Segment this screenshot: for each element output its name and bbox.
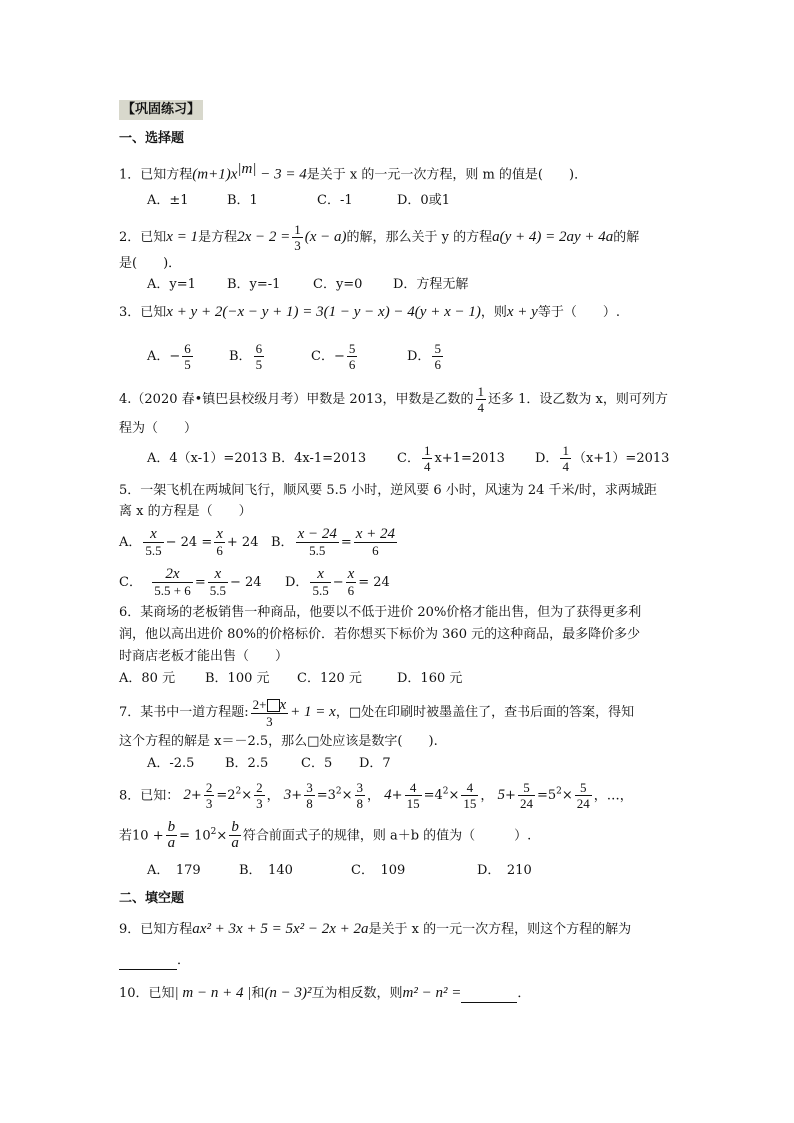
question-6: 6．某商场的老板销售一种商品，他要以不低于进价 20%价格才能出售，但为了获得更多利	[119, 605, 642, 620]
option-a[interactable]: A．80 元	[119, 671, 176, 686]
question-9-line2: ．	[119, 952, 190, 970]
question-5: 5．一架飞机在两城间飞行，顺风要 5.5 小时，逆风要 6 小时，风速为 24 千米/时，求两城距	[119, 483, 657, 498]
option-d[interactable]: D． $\frac{1}{4}$ （x+1）=2013	[535, 443, 670, 474]
option-a[interactable]: A．±1	[147, 193, 189, 208]
option-d[interactable]: D． 210	[477, 863, 532, 878]
pattern-1: 2+ $\frac{2}{3}$ $=2^2\times$ $\frac{2}{3}$	[183, 780, 263, 812]
option-b[interactable]: B． $\frac{x - 24}{5.5}$ = $\frac{x + 24}{6}$	[271, 526, 396, 558]
question-7-options	[147, 755, 391, 773]
question-9: 9．已知方程ax² + 3x + 5 = 5x² − 2x + 2a是关于 x 的一元一次方程，则这个方程的解为	[119, 921, 632, 937]
option-c[interactable]: C． 109	[351, 863, 406, 878]
question-3: 3．已知x + y + 2(−x − y + 1) = 3(1 − y − x) − 4(y + x − 1)，则x + y等于（ ）.	[119, 304, 620, 320]
option-c[interactable]: C．5	[301, 756, 333, 771]
question-4-options	[147, 442, 669, 476]
option-d[interactable]: D．7	[359, 756, 391, 771]
section-title-choice: 一、选择题	[119, 131, 185, 146]
option-a[interactable]: A． $\frac{x}{5.5}$ − 24 = $\frac{x}{6}$ + 24	[119, 526, 259, 558]
option-d[interactable]: D．160 元	[397, 671, 463, 686]
section-title-fill: 二、填空题	[119, 891, 185, 906]
option-d[interactable]: D． $\frac{5}{6}$	[407, 341, 441, 372]
fraction: $\frac{1}{3}$	[294, 222, 301, 253]
question-4-line2: 程为（ ）	[119, 421, 198, 436]
option-b[interactable]: B． 140	[239, 863, 293, 878]
section-banner: 【巩固练习】	[119, 100, 203, 120]
option-c[interactable]: C．-1	[317, 193, 353, 208]
option-b[interactable]: B．1	[227, 193, 258, 208]
answer-blank-9[interactable]	[119, 955, 177, 970]
question-6-options	[119, 670, 462, 688]
pattern-2: 3+ $\frac{3}{8}$ $=3^2\times$ $\frac{3}{8}$	[283, 780, 364, 812]
question-2-options	[147, 276, 468, 294]
question-7-line2: 这个方程的解是 x＝－2.5，那么□处应该是数字( ).	[119, 734, 438, 749]
ink-blot-box	[267, 699, 280, 712]
question-5-options-cd	[119, 565, 390, 601]
option-d[interactable]: D． $\frac{x}{5.5}$ − $\frac{x}{6}$ = 24	[285, 566, 390, 598]
question-2: 2．已知x = 1是方程2x − 2 = $\frac{1}{3}$ (x − a)的解，那么关于 y 的方程a(y + 4) = 2ay + 4a的解	[119, 222, 640, 253]
option-b[interactable]: B．2.5	[225, 756, 269, 771]
option-c[interactable]: C． $\frac{2x}{5.5 + 6}$ = $\frac{x}{5.5}$ − 24	[119, 566, 262, 598]
question-7: 7．某书中一道方程题: $\frac{2+ x}{3}$ + 1 = x，□处在印刷时被墨盖住了，查书后面的答案，得知	[119, 696, 635, 729]
option-b[interactable]: B． $\frac{6}{5}$	[229, 341, 263, 372]
question-8-line2: 若10 + $\frac{b}{a}$ = $10^2\times$ $\frac{b}{a}$ 符合前面式子的规律，则 a＋b 的值为（ ）.	[119, 819, 532, 852]
question-10: 10．已知| m − n + 4 |和(n − 3)²互为相反数，则m² − n² = ．	[119, 985, 531, 1001]
option-c[interactable]: C．y=0	[313, 277, 363, 292]
question-8-options	[147, 862, 532, 880]
question-1: 1．已知方程$(m+1)x^{|m|} - 3 = 4$是关于 x 的一元一次方程，则 m 的值是( )．	[119, 161, 588, 183]
answer-blank-10[interactable]	[461, 988, 517, 1003]
option-c[interactable]: C．120 元	[297, 671, 362, 686]
option-a-b[interactable]: A．4（x-1）=2013 B．4x-1=2013	[147, 451, 367, 466]
question-3-options	[147, 338, 445, 376]
option-a[interactable]: A．-2.5	[147, 756, 195, 771]
option-a[interactable]: A． 179	[147, 863, 201, 878]
option-a[interactable]: A．y=1	[147, 277, 196, 292]
question-6-line2: 润，他以高出进价 80%的价格标价．若你想买下标价为 360 元的这种商品，最多降价多少	[119, 627, 641, 642]
question-2-line2: 是( )．	[119, 256, 182, 271]
option-d[interactable]: D．0或1	[397, 193, 450, 208]
option-b[interactable]: B．100 元	[205, 671, 270, 686]
question-6-line3: 时商店老板才能出售（ ）	[119, 649, 289, 664]
question-4: 4.（2020 春•镇巴县校级月考）甲数是 2013，甲数是乙数的 $\frac{1}{4}$ 还多 1．设乙数为 x，则可列方	[119, 384, 668, 415]
question-1-options	[147, 192, 450, 210]
question-5-line2: 离 x 的方程是（ ）	[119, 504, 252, 519]
option-c[interactable]: C． $\frac{1}{4}$ x+1=2013	[397, 443, 505, 474]
option-d[interactable]: D．方程无解	[393, 277, 469, 292]
pattern-4: 5+ $\frac{5}{24}$ $=5^2\times$ $\frac{5}{24}$	[497, 780, 590, 812]
question-5-options-ab	[119, 525, 399, 561]
question-8: 8．已知： 2+ $\frac{2}{3}$ $=2^2\times$ $\frac{2}{3}$ ， 3+ $\frac{3}{8}$ $=3^2\times$ $\frac{3}{8}$ ， 4+ $\frac{4}{15}$ $=4^2\times$ $\frac{4}{15}$ ， 5+ $\frac{5}{24}$ $=5^2\times$ $\frac{5}{24}$ ，…，	[119, 780, 633, 812]
option-b[interactable]: B．y=-1	[227, 277, 281, 292]
option-c[interactable]: C．− $\frac{5}{6}$	[311, 341, 356, 372]
pattern-3: 4+ $\frac{4}{15}$ $=4^2\times$ $\frac{4}{15}$	[384, 780, 477, 812]
option-a[interactable]: A．− $\frac{6}{5}$	[147, 341, 191, 372]
